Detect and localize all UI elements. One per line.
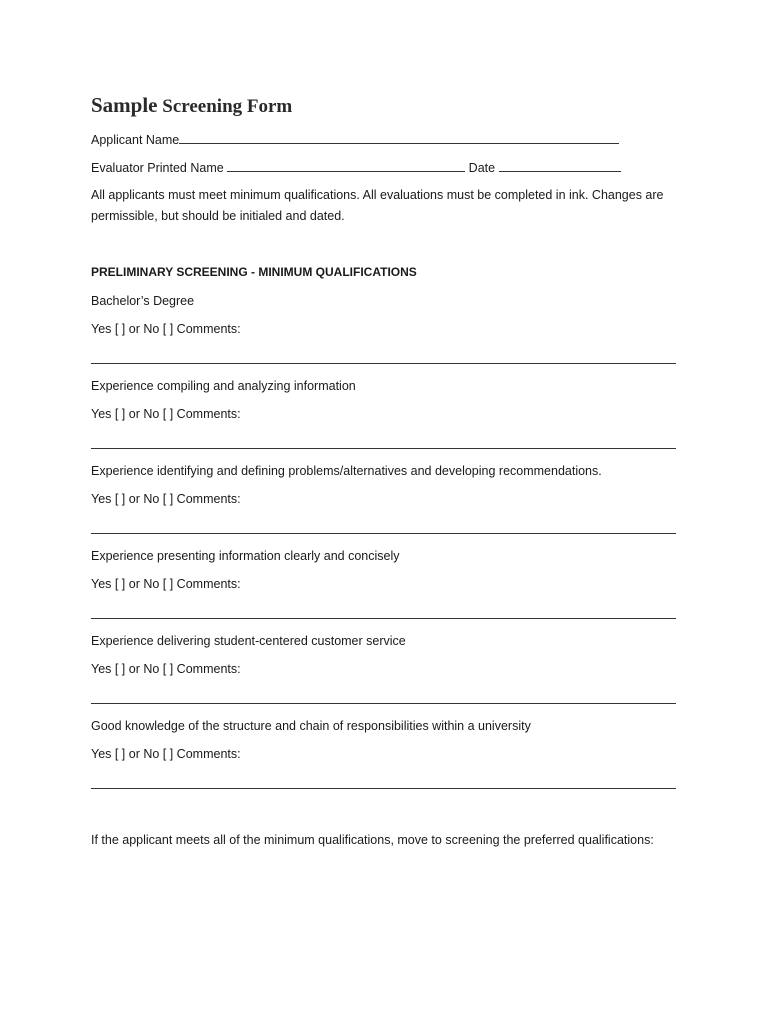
qualification-label: Experience compiling and analyzing information	[91, 379, 356, 393]
yes-no-comments[interactable]: Yes [ ] or No [ ] Comments:	[91, 322, 241, 336]
section-heading: PRELIMINARY SCREENING - MINIMUM QUALIFICATIONS	[91, 265, 417, 279]
qualification-label: Bachelor’s Degree	[91, 294, 195, 308]
qualification-label: Good knowledge of the structure and chain of responsibilities within a university	[91, 719, 531, 733]
date-field[interactable]	[499, 159, 621, 172]
evaluator-row	[91, 159, 621, 176]
instructions-paragraph: All applicants must meet minimum qualifications. All evaluations must be completed in ink. Changes are permissible, but should be initialed and dated.	[91, 188, 664, 223]
comments-line[interactable]	[91, 533, 676, 534]
qualification-label: Experience delivering student-centered customer service	[91, 634, 406, 648]
comments-line[interactable]	[91, 448, 676, 449]
evaluator-name-field[interactable]	[227, 159, 465, 172]
applicant-name-field[interactable]	[179, 131, 619, 144]
evaluator-name-label: Evaluator Printed Name	[91, 161, 224, 175]
yes-no-comments[interactable]: Yes [ ] or No [ ] Comments:	[91, 747, 241, 761]
form-title-part2: Screening Form	[162, 96, 293, 117]
comments-line[interactable]	[91, 618, 676, 619]
form-title-part1: Sample	[91, 93, 158, 117]
yes-no-comments[interactable]: Yes [ ] or No [ ] Comments:	[91, 407, 241, 421]
yes-no-comments[interactable]: Yes [ ] or No [ ] Comments:	[91, 662, 241, 676]
form-title	[91, 93, 292, 118]
applicant-name-label: Applicant Name	[91, 133, 180, 147]
yes-no-comments[interactable]: Yes [ ] or No [ ] Comments:	[91, 577, 241, 591]
closing-note: If the applicant meets all of the minimum qualifications, move to screening the preferred qualifications:	[91, 833, 654, 847]
applicant-name-row	[91, 131, 619, 148]
comments-line[interactable]	[91, 788, 676, 789]
yes-no-comments[interactable]: Yes [ ] or No [ ] Comments:	[91, 492, 241, 506]
qualification-label: Experience presenting information clearly and concisely	[91, 549, 400, 563]
qualification-label: Experience identifying and defining problems/alternatives and developing recommendations.	[91, 464, 602, 478]
date-label: Date	[468, 161, 496, 175]
comments-line[interactable]	[91, 703, 676, 704]
comments-line[interactable]	[91, 363, 676, 364]
screening-form-page	[91, 0, 681, 1024]
